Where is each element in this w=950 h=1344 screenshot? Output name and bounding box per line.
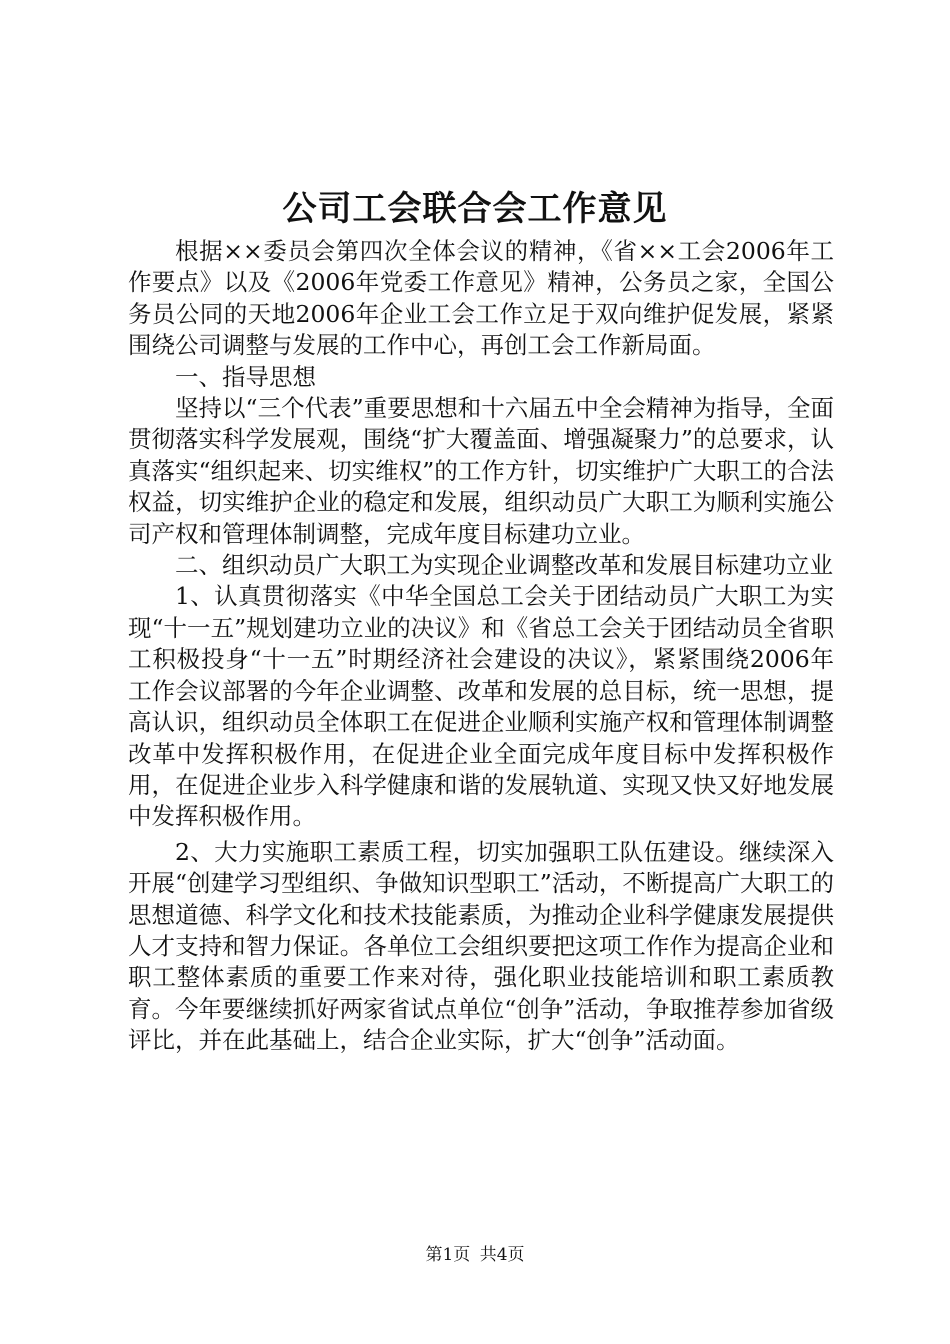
intro-paragraph: 根据××委员会第四次全体会议的精神，《省××工会2006年工作要点》以及《2006年党委工作意见》精神，公务员之家，全国公务员公同的天地2006年企业工会工作立足于双向维护促发展，紧紧围绕公司调整与发展的工作中心，再创工会工作新局面。 (128, 237, 834, 360)
page-number-footer: 第1页 共4页 (425, 1245, 525, 1265)
section-heading-2: 二、组织动员广大职工为实现企业调整改革和发展目标建功立业 (175, 551, 833, 580)
document-body (128, 236, 834, 1057)
item-1-paragraph: 1、认真贯彻落实《中华全国总工会关于团结动员广大职工为实现“十一五”规划建功立业的决议》和《省总工会关于团结动员全省职工积极投身“十一五”时期经济社会建设的决议》，紧紧围绕2006年工作会议部署的今年企业调整、改革和发展的总目标，统一思想，提高认识，组织动员全体职工在促进企业顺利实施产权和管理体制调整改革中发挥积极作用，在促进企业全面完成年度目标中发挥积极作用，在促进企业步入科学健康和谐的发展轨道、实现又快又好地发展中发挥积极作用。 (128, 582, 834, 831)
item-2-paragraph: 2、大力实施职工素质工程，切实加强职工队伍建设。继续深入开展“创建学习型组织、争做知识型职工”活动，不断提高广大职工的思想道德、科学文化和技术技能素质，为推动企业科学健康发展提供人才支持和智力保证。各单位工会组织要把这项工作作为提高企业和职工整体素质的重要工作来对待，强化职业技能培训和职工素质教育。今年要继续抓好两家省试点单位“创争”活动，争取推荐参加省级评比，并在此基础上，结合企业实际，扩大“创争”活动面。 (128, 837, 834, 1055)
document-title: 公司工会联合会工作意见 (282, 189, 668, 229)
section-1-paragraph: 坚持以“三个代表”重要思想和十六届五中全会精神为指导，全面贯彻落实科学发展观，围绕“扩大覆盖面、增强凝聚力”的总要求，认真落实“组织起来、切实维权”的工作方针，切实维护广大职工的合法权益，切实维护企业的稳定和发展，组织动员广大职工为顺利实施公司产权和管理体制调整，完成年度目标建功立业。 (128, 394, 834, 548)
section-heading-1: 一、指导思想 (175, 362, 316, 391)
